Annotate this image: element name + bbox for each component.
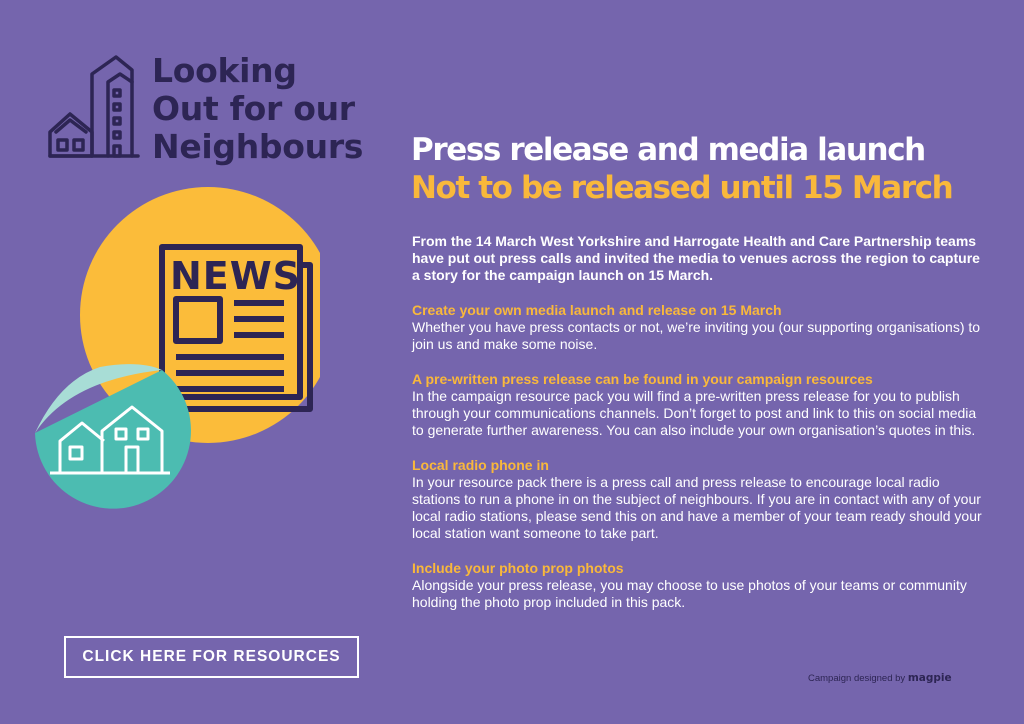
section-body: Alongside your press release, you may choose to use photos of your teams or community holding the photo prop included in this pack. xyxy=(412,577,967,610)
logo-line-2: Out for our xyxy=(152,89,355,128)
section-media-launch xyxy=(412,302,987,353)
resources-button[interactable]: CLICK HERE FOR RESOURCES xyxy=(64,636,359,678)
magpie-logo: magpie xyxy=(907,672,952,684)
logo-wordmark xyxy=(152,52,363,166)
section-body: In the campaign resource pack you will find a pre-written press release for you to publish through your communications channels. Don’t forget to post and link to this on social media to generate further awareness. You can also include your own organisation’s quotes in this. xyxy=(412,388,977,438)
section-title: Create your own media launch and release on 15 March xyxy=(412,302,782,318)
section-body: In your resource pack there is a press call and press release to encourage local radio stations to run a phone in on the subject of neighbours. If you are in contact with any of your local radio stations, please send this on and have a member of your team ready should your local station want someone to take part. xyxy=(412,474,982,541)
section-title: A pre-written press release can be found in your campaign resources xyxy=(412,371,873,387)
page-heading xyxy=(411,131,952,207)
house-and-tower-icon xyxy=(48,52,143,162)
campaign-logo xyxy=(48,52,378,167)
page-title: Press release and media launch xyxy=(411,132,925,168)
section-title: Local radio phone in xyxy=(412,457,549,473)
logo-line-3: Neighbours xyxy=(152,127,364,166)
page-subtitle: Not to be released until 15 March xyxy=(411,170,953,206)
newspaper-headline: NEWS xyxy=(170,254,302,298)
intro-paragraph: From the 14 March West Yorkshire and Harrogate Health and Care Partnership teams have put out press calls and invited the media to venues across the region to capture a story for the campaign launch on 15 March. xyxy=(412,233,980,283)
newspaper-illustration xyxy=(30,185,320,515)
logo-line-1: Looking xyxy=(152,51,297,90)
footer-credit xyxy=(808,672,952,684)
section-photo-prop xyxy=(412,560,987,611)
section-press-release xyxy=(412,371,987,439)
section-title: Include your photo prop photos xyxy=(412,560,624,576)
section-radio-phone-in xyxy=(412,457,987,542)
credit-text: Campaign designed by xyxy=(808,673,906,684)
main-content xyxy=(412,233,987,611)
section-body: Whether you have press contacts or not, we’re inviting you (our supporting organisations) to join us and make some noise. xyxy=(412,319,981,352)
